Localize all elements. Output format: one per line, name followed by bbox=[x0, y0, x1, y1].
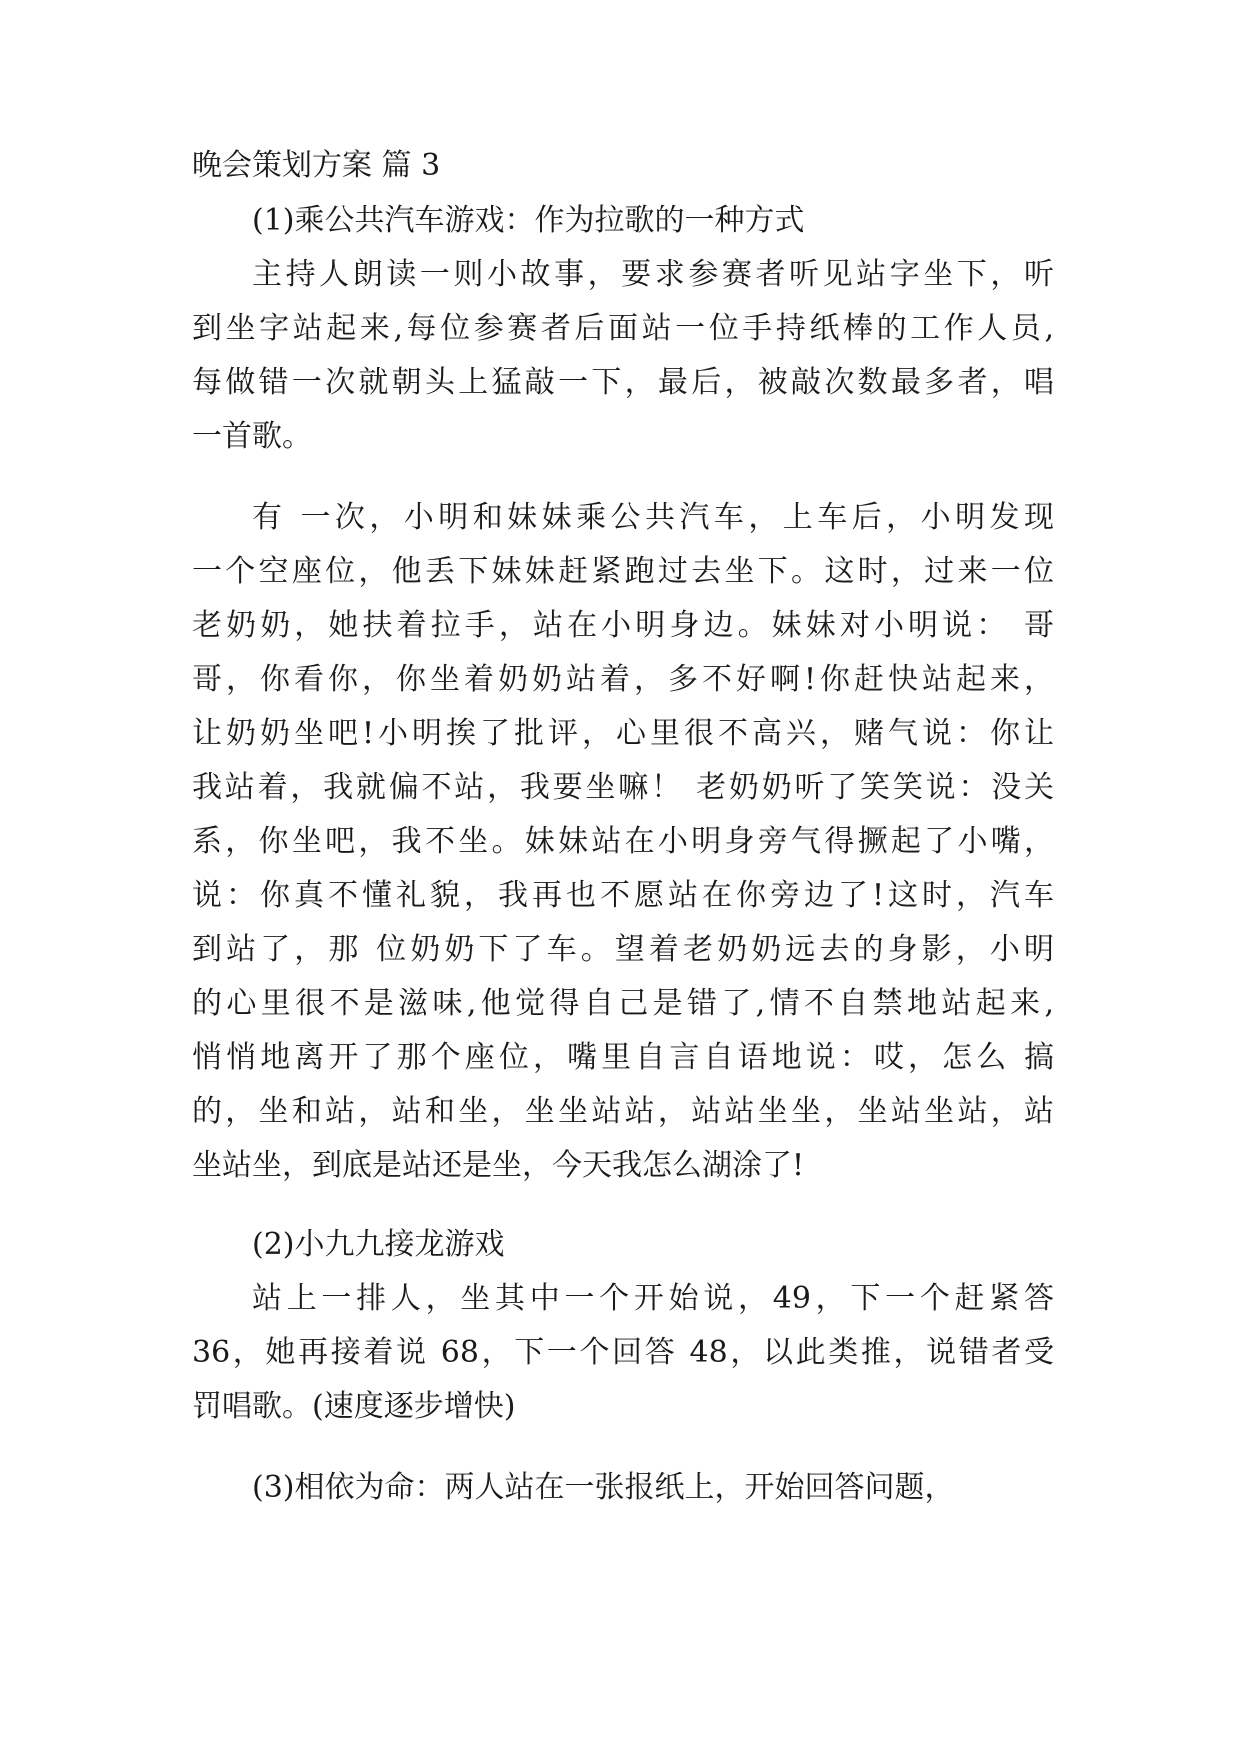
paragraph-line: 老奶奶，她扶着拉手，站在小明身边。妹妹对小明说： 哥 bbox=[192, 608, 1054, 643]
paragraph-line: 悄悄地离开了那个座位，嘴里自言自语地说：哎，怎么 搞 bbox=[192, 1040, 1054, 1075]
paragraph-line: 有 一次，小明和妹妹乘公共汽车，上车后，小明发现 bbox=[252, 500, 1054, 535]
paragraph-line: 的心里很不是滋味,他觉得自己是错了,情不自禁地站起来, bbox=[192, 986, 1054, 1021]
paragraph-line: (2)小九九接龙游戏 bbox=[252, 1227, 505, 1262]
paragraph-line: 主持人朗读一则小故事，要求参赛者听见站字坐下，听 bbox=[252, 257, 1054, 292]
paragraph-line: 到站了，那 位奶奶下了车。望着老奶奶远去的身影，小明 bbox=[192, 932, 1054, 967]
paragraph-line: 我站着，我就偏不站，我要坐嘛！ 老奶奶听了笑笑说：没关 bbox=[192, 770, 1054, 805]
paragraph-line: 说：你真不懂礼貌，我再也不愿站在你旁边了!这时，汽车 bbox=[192, 878, 1054, 913]
paragraph-line: 让奶奶坐吧!小明挨了批评，心里很不高兴，赌气说：你让 bbox=[192, 716, 1054, 751]
section-title: 晚会策划方案 篇 3 bbox=[192, 148, 441, 183]
paragraph-line: 的，坐和站，站和坐，坐坐站站，站站坐坐，坐站坐站，站 bbox=[192, 1094, 1054, 1129]
paragraph-line: 系，你坐吧，我不坐。妹妹站在小明身旁气得撅起了小嘴， bbox=[192, 824, 1054, 859]
paragraph-line: 每做错一次就朝头上猛敲一下，最后，被敲次数最多者，唱 bbox=[192, 365, 1054, 400]
paragraph-line: 36，她再接着说 68，下一个回答 48，以此类推，说错者受 bbox=[192, 1335, 1054, 1370]
paragraph-line: (1)乘公共汽车游戏：作为拉歌的一种方式 bbox=[252, 203, 805, 238]
paragraph-line: (3)相依为命：两人站在一张报纸上，开始回答问题， bbox=[252, 1470, 955, 1505]
paragraph-line: 到坐字站起来,每位参赛者后面站一位手持纸棒的工作人员, bbox=[192, 311, 1054, 346]
paragraph-line: 站上一排人，坐其中一个开始说，49，下一个赶紧答 bbox=[252, 1281, 1054, 1316]
paragraph-line: 坐站坐，到底是站还是坐，今天我怎么湖涂了! bbox=[192, 1148, 805, 1183]
paragraph-line: 一首歌。 bbox=[192, 419, 312, 454]
paragraph-line: 一个空座位，他丢下妹妹赶紧跑过去坐下。这时，过来一位 bbox=[192, 554, 1054, 589]
paragraph-line: 罚唱歌。(速度逐步增快) bbox=[192, 1389, 516, 1424]
paragraph-line: 哥，你看你，你坐着奶奶站着，多不好啊!你赶快站起来， bbox=[192, 662, 1054, 697]
